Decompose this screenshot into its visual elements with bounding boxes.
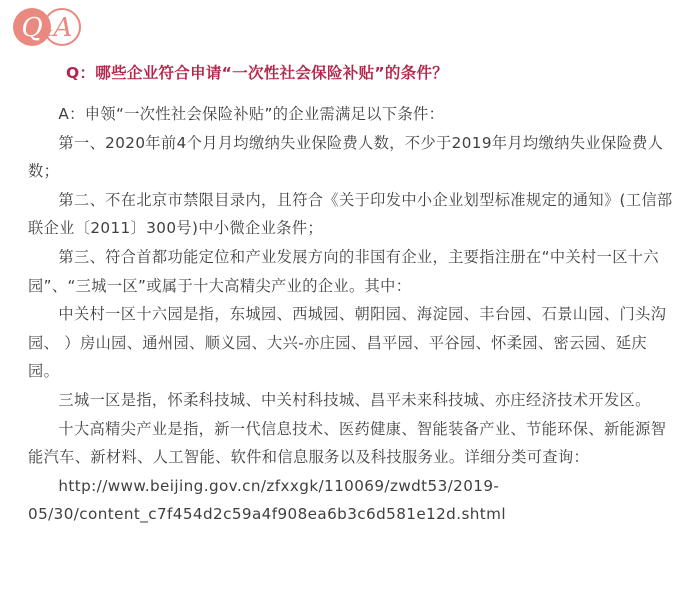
svg-text:&: &	[40, 24, 54, 40]
qa-logo	[10, 6, 82, 48]
answer-intro: A：申领“一次性社会保险补贴”的企业需满足以下条件：	[58, 105, 445, 123]
zhongguancun-parks: 中关村一区十六园是指，东城园、西城园、朝阳园、海淀园、丰台园、石景山园、门头沟园、 ）房山园、通州园、顺义园、大兴-亦庄园、昌平园、平谷园、怀柔园、密云园、延庆园。	[28, 305, 667, 381]
three-cities-one-zone: 三城一区是指，怀柔科技城、中关村科技城、昌平未来科技城、亦庄经济技术开发区。	[58, 390, 651, 409]
condition-one: 第一、2020年前4个月月均缴纳失业保险费人数，不少于2019年月均缴纳失业保险费人数；	[28, 133, 664, 181]
answer-body	[28, 100, 673, 529]
question-title: Q：哪些企业符合申请“一次性社会保险补贴”的条件？	[66, 64, 449, 82]
reference-url-line-2[interactable]: 05/30/content_c7f454d2c59a4f908ea6b3c6d581e12d.shtml	[28, 505, 506, 524]
ten-industries: 十大高精尖产业是指，新一代信息技术、医药健康、智能装备产业、节能环保、新能源智能汽车、新材料、人工智能、软件和信息服务以及科技服务业。详细分类可查询：	[28, 419, 667, 467]
svg-text:A: A	[53, 13, 73, 43]
svg-text:Q: Q	[21, 13, 43, 43]
reference-url-line-1[interactable]: http://www.beijing.gov.cn/zfxxgk/110069/zwdt53/2019-	[58, 476, 500, 495]
condition-three: 第三、符合首都功能定位和产业发展方向的非国有企业，主要指注册在“中关村一区十六园”、“三城一区”或属于十大高精尖产业的企业。其中：	[28, 247, 659, 295]
condition-two: 第二、不在北京市禁限目录内，且符合《关于印发中小企业划型标准规定的通知》(工信部联企业〔2011〕300号)中小微企业条件；	[28, 190, 673, 238]
qa-logo-graphic	[10, 6, 82, 48]
